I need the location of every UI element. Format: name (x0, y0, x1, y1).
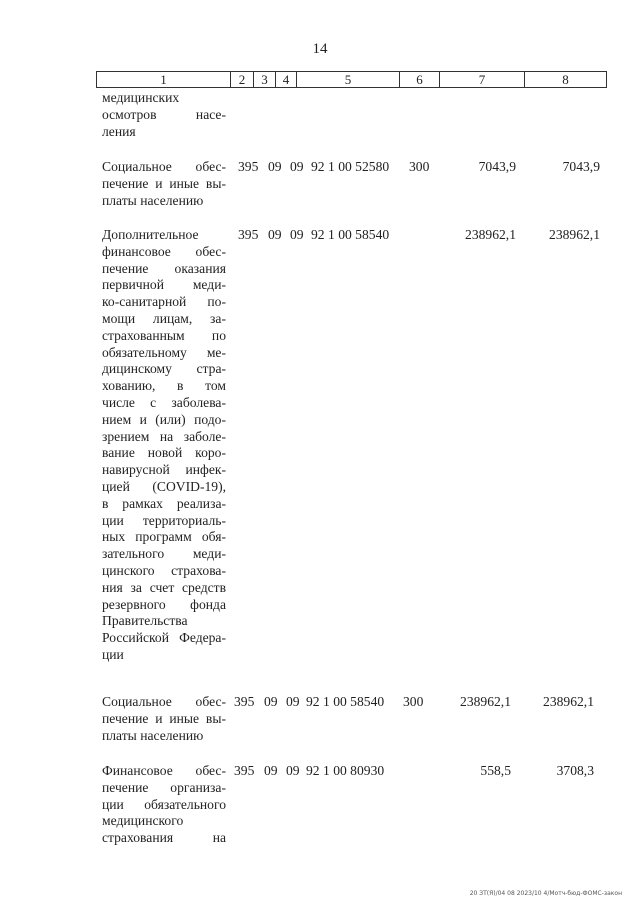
page-number: 14 (312, 41, 328, 57)
row-name: Финансовое обес- печение организа- ции обязательного медицинского страхования на (102, 763, 226, 846)
row-name: медицинских осмотров насе- ления (102, 90, 226, 139)
cell-year-1: 7043,9 (478, 159, 516, 174)
header-col-1: 1 (97, 72, 231, 87)
header-col-6: 6 (400, 72, 440, 87)
header-col-7: 7 (440, 72, 525, 87)
cell-pr: 09 (286, 694, 300, 709)
cell-csr: 92 1 00 58540 (306, 694, 385, 709)
cell-year-2: 238962,1 (543, 694, 594, 709)
cell-gr: 395 (238, 227, 259, 242)
row-name: Дополнительное финансовое обес- печение оказания первичной меди- ко-санитарной по- мощи лицам, за- страхованным по обязательному ме- дицинскому стра- хованию, в том числе с заболева- нием и (или) подо- зрением на заболе- вание новой коро- навирусной инфек- цией (COVID-19), в рамках реализа- ции территориаль- ных программ обя- зательного меди- цинского страхова- ния за счет средств резервного фонда Правительства Российской Федера- ции (102, 227, 226, 662)
cell-gr: 395 (234, 694, 255, 709)
header-col-4: 4 (276, 72, 297, 87)
cell-year-2: 238962,1 (549, 227, 600, 242)
cell-vr: 300 (409, 159, 430, 174)
header-col-8: 8 (562, 72, 569, 87)
cell-year-1: 238962,1 (465, 227, 516, 242)
cell-year-1: 238962,1 (460, 694, 511, 709)
table-header-row (96, 71, 607, 88)
cell-pr: 09 (290, 227, 304, 242)
footer-doc-id: 20 ЗТ(Я)/04 08 2023/10 4/Мотч-бюд-ФОМС-закон (469, 890, 622, 897)
cell-pr: 09 (286, 763, 300, 778)
cell-gr: 395 (234, 763, 255, 778)
cell-vr: 300 (403, 694, 424, 709)
cell-rz: 09 (264, 694, 278, 709)
cell-rz: 09 (268, 159, 282, 174)
cell-rz: 09 (268, 227, 282, 242)
row-name: Социальное обес- печение и иные вы- платы населению (102, 694, 226, 743)
cell-csr: 92 1 00 80930 (306, 763, 385, 778)
cell-year-1: 558,5 (480, 763, 511, 778)
cell-year-2: 3708,3 (556, 763, 594, 778)
cell-year-2: 7043,9 (562, 159, 600, 174)
header-col-2: 2 (231, 72, 254, 87)
cell-csr: 92 1 00 58540 (311, 227, 390, 242)
header-col-5: 5 (297, 72, 400, 87)
row-name: Социальное обес- печение и иные вы- платы населению (102, 159, 226, 208)
header-col-3: 3 (254, 72, 276, 87)
cell-csr: 92 1 00 52580 (311, 159, 390, 174)
cell-pr: 09 (290, 159, 304, 174)
cell-gr: 395 (238, 159, 259, 174)
cell-rz: 09 (264, 763, 278, 778)
